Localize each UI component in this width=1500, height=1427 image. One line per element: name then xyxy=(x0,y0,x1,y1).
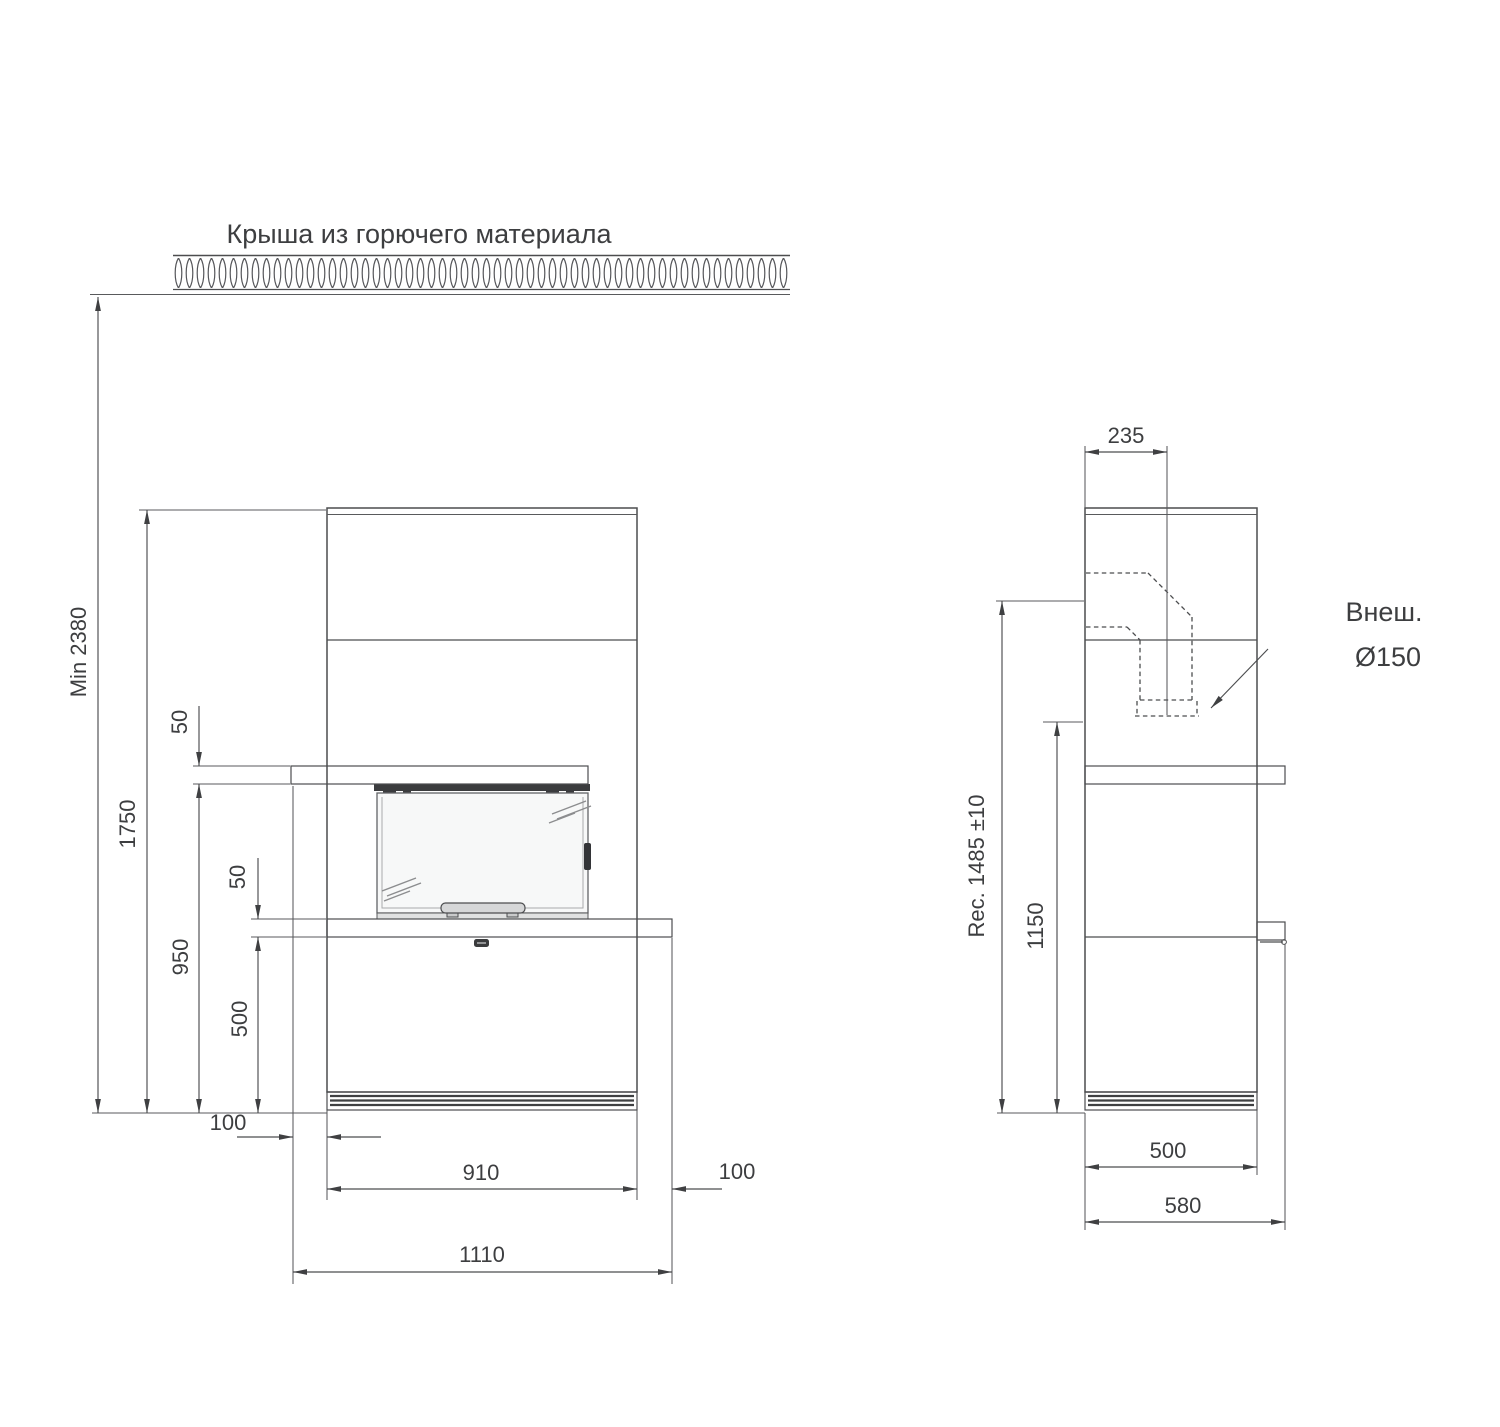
flue-leader-arrow xyxy=(1211,649,1268,708)
dim-body-width: 910 xyxy=(462,1160,500,1185)
side-view-dimensions xyxy=(964,423,1285,1230)
door-bottom-rail xyxy=(377,913,588,919)
dim-flue-offset: 235 xyxy=(1107,423,1145,448)
roof-label: Крыша из горючего материала xyxy=(226,219,612,249)
front-plinth-ribs xyxy=(330,1096,634,1105)
dim-connection-height: 1150 xyxy=(1023,902,1048,950)
dim-body-depth: 500 xyxy=(1149,1138,1187,1163)
dim-opening-height: 950 xyxy=(168,938,193,976)
roof-insulation-hatch xyxy=(173,258,790,288)
dim-rear-outlet-height: Rec. 1485 ±10 xyxy=(964,794,989,938)
dim-total-height: Min 2380 xyxy=(66,606,91,698)
fireplace-side-view xyxy=(1085,508,1423,1110)
dim-total-width: 1110 xyxy=(459,1242,505,1267)
flue-note-line2: Ø150 xyxy=(1354,642,1422,672)
hearth-shelf-front xyxy=(327,919,672,937)
dim-body-height: 1750 xyxy=(115,799,140,849)
dim-plinth-height: 500 xyxy=(227,1000,252,1038)
mantel-shelf-side xyxy=(1085,766,1285,784)
side-plinth-ribs xyxy=(1088,1096,1254,1105)
door-latch xyxy=(584,843,591,870)
dim-total-depth: 580 xyxy=(1164,1193,1202,1218)
flue-pipe-hidden-outline xyxy=(1086,573,1199,716)
fireplace-front-view xyxy=(291,508,672,1110)
door-handle-bar xyxy=(441,903,525,913)
hearth-shelf-side xyxy=(1257,922,1285,940)
dim-hearth-thickness: 50 xyxy=(225,864,250,890)
dim-right-offset: 100 xyxy=(718,1159,756,1184)
dim-mantel-thickness: 50 xyxy=(167,709,192,735)
dim-left-offset: 100 xyxy=(209,1110,247,1135)
door-glass xyxy=(377,793,588,913)
mantel-shelf-front xyxy=(291,766,588,784)
combustible-roof-section xyxy=(90,219,790,295)
flue-note-line1: Внеш. xyxy=(1345,597,1423,627)
